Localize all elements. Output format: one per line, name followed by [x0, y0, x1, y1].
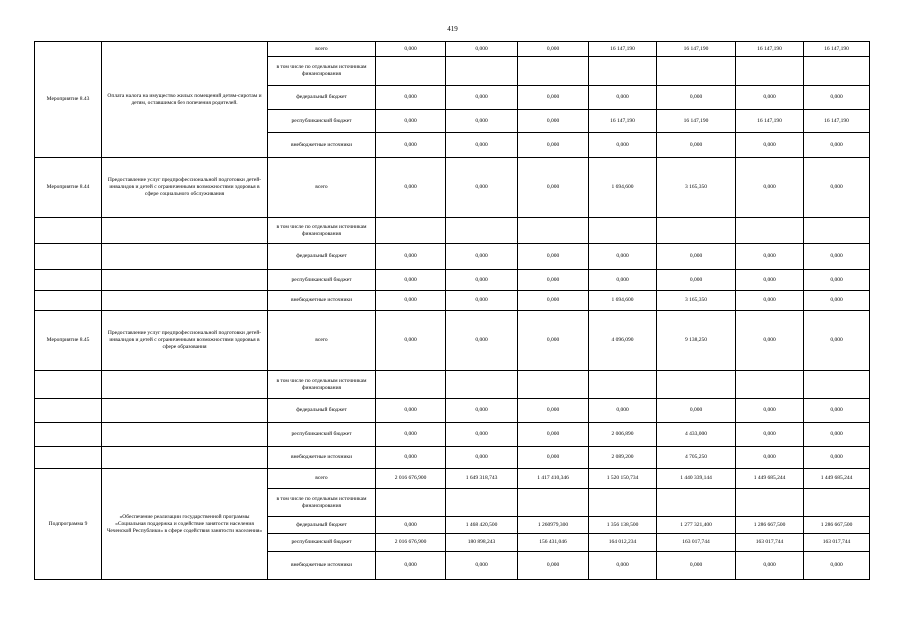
value-cell: 16 147,190 — [657, 110, 736, 133]
funding-source: республиканский бюджет — [268, 270, 376, 291]
value-cell: 0,000 — [446, 244, 518, 270]
value-cell: 1 449 685,244 — [736, 469, 804, 489]
value-cell: 0,000 — [804, 552, 870, 580]
value-cell — [589, 371, 657, 399]
funding-source: федеральный бюджет — [268, 86, 376, 110]
item-label: Мероприятие 8.45 — [35, 311, 102, 371]
table-row — [35, 399, 870, 423]
value-cell — [376, 218, 446, 244]
funding-source: внебюджетные источники — [268, 133, 376, 158]
value-cell: 0,000 — [376, 291, 446, 311]
value-cell: 0,000 — [518, 133, 589, 158]
value-cell: 16 147,190 — [736, 110, 804, 133]
value-cell: 4 705,250 — [657, 447, 736, 469]
value-cell: 1 440 339,144 — [657, 469, 736, 489]
empty-cell — [35, 270, 102, 291]
value-cell — [804, 218, 870, 244]
empty-cell — [102, 447, 268, 469]
table-row — [35, 291, 870, 311]
funding-source: внебюджетные источники — [268, 447, 376, 469]
value-cell — [376, 57, 446, 86]
funding-source: республиканский бюджет — [268, 423, 376, 447]
value-cell: 0,000 — [376, 311, 446, 371]
value-cell: 0,000 — [589, 133, 657, 158]
value-cell: 0,000 — [446, 42, 518, 57]
value-cell: 0,000 — [804, 423, 870, 447]
item-description: «Обеспечение реализации государственной программы «Социальная поддержка и содействие занятости населения Чеченской Республики» в сфере содействия занятости населения» — [102, 469, 268, 580]
value-cell: 163 017,744 — [736, 534, 804, 552]
value-cell: 0,000 — [804, 447, 870, 469]
item-label: Мероприятие 8.44 — [35, 158, 102, 218]
value-cell: 0,000 — [736, 158, 804, 218]
value-cell — [376, 371, 446, 399]
value-cell: 1 449 685,244 — [804, 469, 870, 489]
value-cell: 0,000 — [376, 42, 446, 57]
value-cell — [736, 489, 804, 517]
value-cell: 0,000 — [376, 270, 446, 291]
empty-cell — [102, 244, 268, 270]
value-cell: 2 006,890 — [589, 423, 657, 447]
value-cell: 0,000 — [446, 552, 518, 580]
empty-cell — [102, 423, 268, 447]
value-cell: 0,000 — [446, 270, 518, 291]
value-cell — [589, 218, 657, 244]
value-cell: 0,000 — [446, 158, 518, 218]
table-row — [35, 244, 870, 270]
value-cell: 2 089,200 — [589, 447, 657, 469]
value-cell — [589, 489, 657, 517]
funding-source: в том числе по отдельным источникам финансирования — [268, 489, 376, 517]
value-cell: 16 147,190 — [736, 42, 804, 57]
value-cell: 0,000 — [657, 244, 736, 270]
value-cell: 0,000 — [518, 423, 589, 447]
value-cell: 163 017,744 — [657, 534, 736, 552]
value-cell — [804, 57, 870, 86]
value-cell: 0,000 — [446, 447, 518, 469]
value-cell: 0,000 — [376, 552, 446, 580]
value-cell: 16 147,190 — [657, 42, 736, 57]
value-cell: 0,000 — [446, 311, 518, 371]
value-cell: 3 165,350 — [657, 158, 736, 218]
value-cell — [446, 218, 518, 244]
funding-source: федеральный бюджет — [268, 244, 376, 270]
value-cell: 0,000 — [376, 244, 446, 270]
empty-cell — [35, 371, 102, 399]
value-cell: 1 694,600 — [589, 291, 657, 311]
value-cell — [446, 371, 518, 399]
value-cell: 1 694,600 — [589, 158, 657, 218]
table-row — [35, 158, 870, 218]
value-cell: 0,000 — [736, 311, 804, 371]
value-cell: 0,000 — [736, 552, 804, 580]
value-cell: 0,000 — [736, 270, 804, 291]
value-cell: 9 138,250 — [657, 311, 736, 371]
funding-source: внебюджетные источники — [268, 291, 376, 311]
value-cell: 0,000 — [376, 423, 446, 447]
value-cell: 0,000 — [376, 158, 446, 218]
value-cell: 0,000 — [804, 399, 870, 423]
empty-cell — [102, 399, 268, 423]
table-row — [35, 270, 870, 291]
value-cell: 0,000 — [376, 110, 446, 133]
value-cell: 4 096,090 — [589, 311, 657, 371]
value-cell — [657, 57, 736, 86]
value-cell: 16 147,190 — [589, 42, 657, 57]
empty-cell — [102, 270, 268, 291]
value-cell: 0,000 — [518, 42, 589, 57]
item-label: Мероприятие 8.43 — [35, 42, 102, 158]
item-label: Подпрограмма 9 — [35, 469, 102, 580]
value-cell: 164 012,234 — [589, 534, 657, 552]
value-cell: 156 431,046 — [518, 534, 589, 552]
funding-source: в том числе по отдельным источникам финансирования — [268, 57, 376, 86]
value-cell: 16 147,190 — [589, 110, 657, 133]
value-cell: 0,000 — [518, 244, 589, 270]
empty-cell — [35, 244, 102, 270]
funding-source: республиканский бюджет — [268, 110, 376, 133]
value-cell: 180 898,243 — [446, 534, 518, 552]
value-cell: 0,000 — [736, 86, 804, 110]
funding-source: всего — [268, 158, 376, 218]
value-cell: 0,000 — [804, 158, 870, 218]
table-row — [35, 218, 870, 244]
value-cell: 0,000 — [446, 86, 518, 110]
empty-cell — [35, 291, 102, 311]
funding-source: внебюджетные источники — [268, 552, 376, 580]
value-cell: 2 016 676,900 — [376, 534, 446, 552]
value-cell: 0,000 — [518, 158, 589, 218]
funding-source: всего — [268, 42, 376, 57]
value-cell: 4 433,000 — [657, 423, 736, 447]
empty-cell — [35, 423, 102, 447]
value-cell — [376, 489, 446, 517]
value-cell: 0,000 — [804, 270, 870, 291]
value-cell — [736, 218, 804, 244]
value-cell: 0,000 — [589, 270, 657, 291]
table-row — [35, 447, 870, 469]
value-cell: 0,000 — [376, 399, 446, 423]
value-cell: 0,000 — [589, 552, 657, 580]
value-cell: 0,000 — [736, 423, 804, 447]
funding-source: республиканский бюджет — [268, 534, 376, 552]
value-cell: 1 356 138,500 — [589, 517, 657, 534]
value-cell: 0,000 — [518, 110, 589, 133]
value-cell: 0,000 — [736, 244, 804, 270]
empty-cell — [102, 218, 268, 244]
value-cell: 0,000 — [518, 291, 589, 311]
value-cell: 0,000 — [518, 552, 589, 580]
value-cell: 0,000 — [657, 133, 736, 158]
value-cell: 0,000 — [804, 86, 870, 110]
value-cell: 2 016 676,900 — [376, 469, 446, 489]
value-cell: 1 649 318,743 — [446, 469, 518, 489]
value-cell — [446, 489, 518, 517]
empty-cell — [102, 291, 268, 311]
funding-source: федеральный бюджет — [268, 399, 376, 423]
value-cell — [736, 57, 804, 86]
funding-source: в том числе по отдельным источникам финансирования — [268, 218, 376, 244]
value-cell: 0,000 — [657, 270, 736, 291]
table-row — [35, 423, 870, 447]
value-cell — [518, 489, 589, 517]
value-cell: 0,000 — [446, 110, 518, 133]
item-description: Оплата налога на имущество жилых помещений детям-сиротам и детям, оставшимся без попечения родителей. — [102, 42, 268, 158]
value-cell: 0,000 — [518, 86, 589, 110]
table-row — [35, 311, 870, 371]
value-cell: 0,000 — [657, 552, 736, 580]
budget-table — [34, 41, 870, 580]
value-cell: 163 017,744 — [804, 534, 870, 552]
value-cell: 0,000 — [376, 133, 446, 158]
funding-source: федеральный бюджет — [268, 517, 376, 534]
value-cell — [657, 371, 736, 399]
funding-source: в том числе по отдельным источникам финансирования — [268, 371, 376, 399]
value-cell: 1 520 150,734 — [589, 469, 657, 489]
value-cell: 0,000 — [657, 86, 736, 110]
value-cell: 0,000 — [589, 399, 657, 423]
value-cell — [736, 371, 804, 399]
funding-source: всего — [268, 311, 376, 371]
value-cell — [518, 57, 589, 86]
value-cell — [657, 218, 736, 244]
value-cell — [804, 371, 870, 399]
value-cell: 0,000 — [804, 311, 870, 371]
value-cell — [804, 489, 870, 517]
value-cell: 0,000 — [736, 291, 804, 311]
item-description: Предоставление услуг предпрофессиональной подготовки детей-инвалидов и детей с ограниченными возможностями здоровья в сфере социального обслуживания — [102, 158, 268, 218]
table-row — [35, 469, 870, 489]
value-cell: 0,000 — [376, 517, 446, 534]
table-row — [35, 371, 870, 399]
value-cell: 1 286 667,500 — [804, 517, 870, 534]
funding-source: всего — [268, 469, 376, 489]
value-cell — [446, 57, 518, 86]
value-cell: 0,000 — [518, 399, 589, 423]
value-cell: 0,000 — [736, 133, 804, 158]
value-cell: 0,000 — [446, 423, 518, 447]
empty-cell — [102, 371, 268, 399]
value-cell: 0,000 — [589, 86, 657, 110]
value-cell: 1 277 321,400 — [657, 517, 736, 534]
value-cell: 16 147,190 — [804, 42, 870, 57]
value-cell: 0,000 — [657, 399, 736, 423]
value-cell — [518, 371, 589, 399]
value-cell — [518, 218, 589, 244]
value-cell: 0,000 — [804, 244, 870, 270]
table-row — [35, 42, 870, 57]
value-cell: 0,000 — [736, 399, 804, 423]
value-cell: 0,000 — [518, 447, 589, 469]
value-cell: 0,000 — [446, 399, 518, 423]
value-cell: 1 286 667,500 — [736, 517, 804, 534]
value-cell: 0,000 — [804, 291, 870, 311]
page-number: 419 — [447, 25, 458, 33]
value-cell: 0,000 — [518, 311, 589, 371]
value-cell — [657, 489, 736, 517]
value-cell — [589, 57, 657, 86]
empty-cell — [35, 447, 102, 469]
value-cell: 0,000 — [376, 447, 446, 469]
empty-cell — [35, 218, 102, 244]
item-description: Предоставление услуг предпрофессиональной подготовки детей-инвалидов и детей с ограниченными возможностями здоровья в сфере образования — [102, 311, 268, 371]
value-cell: 0,000 — [446, 291, 518, 311]
value-cell: 0,000 — [804, 133, 870, 158]
value-cell: 16 147,190 — [804, 110, 870, 133]
value-cell: 1 417 410,346 — [518, 469, 589, 489]
value-cell: 0,000 — [518, 270, 589, 291]
value-cell: 0,000 — [376, 86, 446, 110]
empty-cell — [35, 399, 102, 423]
value-cell: 1 260979,300 — [518, 517, 589, 534]
value-cell: 0,000 — [736, 447, 804, 469]
value-cell: 1 468 420,500 — [446, 517, 518, 534]
value-cell: 3 165,350 — [657, 291, 736, 311]
value-cell: 0,000 — [446, 133, 518, 158]
value-cell: 0,000 — [589, 244, 657, 270]
